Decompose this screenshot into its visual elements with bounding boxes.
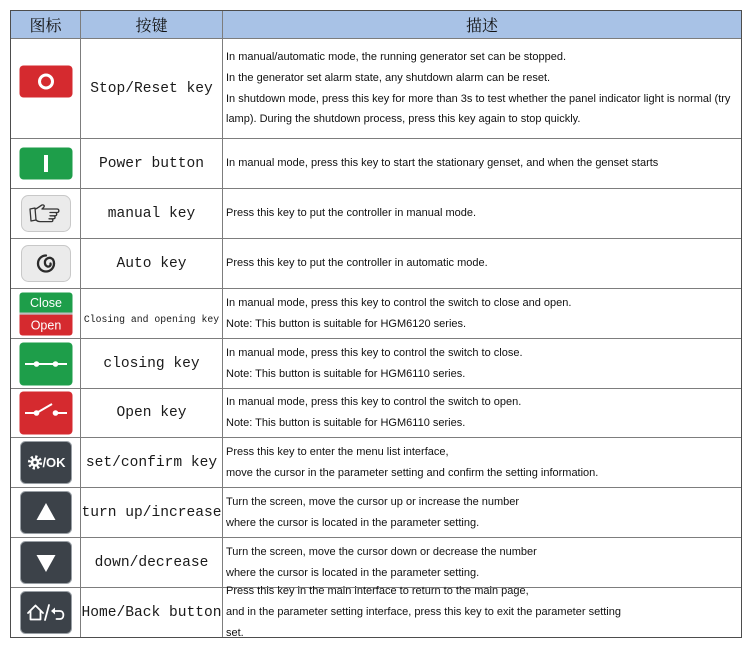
description-line: move the cursor in the parameter setting and confirm the setting information.	[226, 466, 599, 479]
icon-cell	[11, 239, 81, 288]
closing-switch-icon	[19, 342, 73, 386]
key-cell	[81, 588, 223, 637]
table-row	[11, 139, 741, 189]
description-cell	[223, 389, 741, 437]
keys-table	[10, 10, 742, 638]
description-cell	[223, 438, 741, 487]
icon-cell	[11, 488, 81, 537]
description-line: In manual mode, press this key to control the switch to open.	[226, 396, 522, 409]
description-cell	[223, 39, 741, 138]
key-cell	[81, 538, 223, 587]
header-cell-key	[81, 11, 223, 38]
description-cell	[223, 339, 741, 388]
description-cell	[223, 488, 741, 537]
description-line: In manual mode, press this key to control the switch to close.	[226, 346, 523, 359]
up-arrow-icon	[20, 491, 72, 534]
description-cell	[223, 585, 741, 639]
home-back-icon	[20, 591, 72, 634]
description-cell	[223, 289, 741, 338]
description-cell	[223, 189, 741, 238]
key-name: set/confirm key	[85, 454, 218, 471]
table-header	[11, 11, 741, 39]
description-line: Press this key to put the controller in automatic mode.	[226, 257, 488, 270]
power-icon	[19, 147, 73, 180]
header-cell-icon	[11, 11, 81, 38]
header-key-label: 按键	[135, 16, 168, 35]
description-line: set.	[226, 626, 244, 639]
description-line: In manual mode, press this key to control the switch to close and open.	[226, 296, 572, 309]
description-line: Note: This button is suitable for HGM6110 series.	[226, 367, 466, 380]
set-confirm-icon	[20, 441, 72, 484]
manual-hand-icon	[21, 195, 71, 232]
icon-cell	[11, 588, 81, 637]
open-label: Open	[30, 318, 61, 332]
ok-label: /OK	[41, 455, 66, 470]
description-line: Press this key in the main interface to return to the main page,	[226, 585, 529, 598]
open-switch-icon	[19, 391, 73, 435]
description-line: In shutdown mode, press this key for more than 3s to test whether the panel indicator light is normal (try	[226, 92, 731, 105]
key-name: down/decrease	[94, 554, 209, 571]
key-cell	[81, 438, 223, 487]
description-cell	[223, 538, 741, 587]
icon-cell	[11, 289, 81, 338]
stop-reset-icon	[19, 65, 73, 98]
key-cell	[81, 139, 223, 188]
key-name: Auto key	[116, 255, 187, 272]
icon-cell	[11, 339, 81, 388]
description-line: Turn the screen, move the cursor down or decrease the number	[226, 545, 537, 558]
close-label: Close	[29, 295, 62, 310]
icon-cell	[11, 438, 81, 487]
table-row	[11, 39, 741, 139]
key-cell	[81, 239, 223, 288]
table-row	[11, 585, 741, 639]
key-cell	[81, 289, 223, 338]
description-line: where the cursor is located in the parameter setting.	[226, 516, 480, 529]
header-description-label: 描述	[465, 16, 498, 35]
description-line: In manual/automatic mode, the running generator set can be stopped.	[226, 50, 566, 63]
key-cell	[81, 39, 223, 138]
table-row	[11, 339, 741, 389]
icon-cell	[11, 139, 81, 188]
header-icon-label: 图标	[29, 16, 62, 35]
key-name: Open key	[116, 405, 187, 421]
table-row	[11, 488, 741, 538]
description-cell	[223, 239, 741, 288]
key-cell	[81, 389, 223, 437]
key-name: turn up/increase	[81, 504, 222, 521]
description-line: Press this key to put the controller in manual mode.	[226, 207, 477, 220]
key-name: Home/Back button	[81, 604, 222, 621]
close-open-icon	[19, 292, 73, 336]
table-row	[11, 189, 741, 239]
description-line: In the generator set alarm state, any shutdown alarm can be reset.	[226, 71, 551, 84]
description-line: and in the parameter setting interface, press this key to exit the parameter setting	[226, 606, 621, 619]
table-row	[11, 239, 741, 289]
header-cell-description	[223, 11, 741, 38]
key-name: Power button	[98, 155, 205, 172]
description-line: Turn the screen, move the cursor up or increase the number	[226, 495, 520, 508]
table-row	[11, 289, 741, 339]
key-cell	[81, 339, 223, 388]
key-cell	[81, 488, 223, 537]
icon-cell	[11, 189, 81, 238]
auto-swirl-icon	[21, 245, 71, 282]
icon-cell	[11, 39, 81, 138]
table-row	[11, 438, 741, 488]
table-row	[11, 389, 741, 438]
description-line: where the cursor is located in the parameter setting.	[226, 566, 480, 579]
description-line: Note: This button is suitable for HGM6120 series.	[226, 317, 467, 330]
description-line: Press this key to enter the menu list interface,	[226, 445, 449, 458]
down-arrow-icon	[20, 541, 72, 584]
description-line: Note: This button is suitable for HGM6110 series.	[226, 417, 466, 429]
key-name: Stop/Reset key	[90, 80, 213, 97]
key-cell	[81, 189, 223, 238]
description-line: lamp). During the shutdown process, press this key again to stop quickly.	[226, 113, 581, 126]
description-cell	[223, 139, 741, 188]
key-name: Closing and opening key	[83, 314, 220, 325]
icon-cell	[11, 389, 81, 437]
icon-cell	[11, 538, 81, 587]
key-name: closing key	[103, 355, 200, 372]
description-line: In manual mode, press this key to start the stationary genset, and when the genset starts	[226, 157, 659, 170]
key-name: manual key	[107, 205, 196, 222]
